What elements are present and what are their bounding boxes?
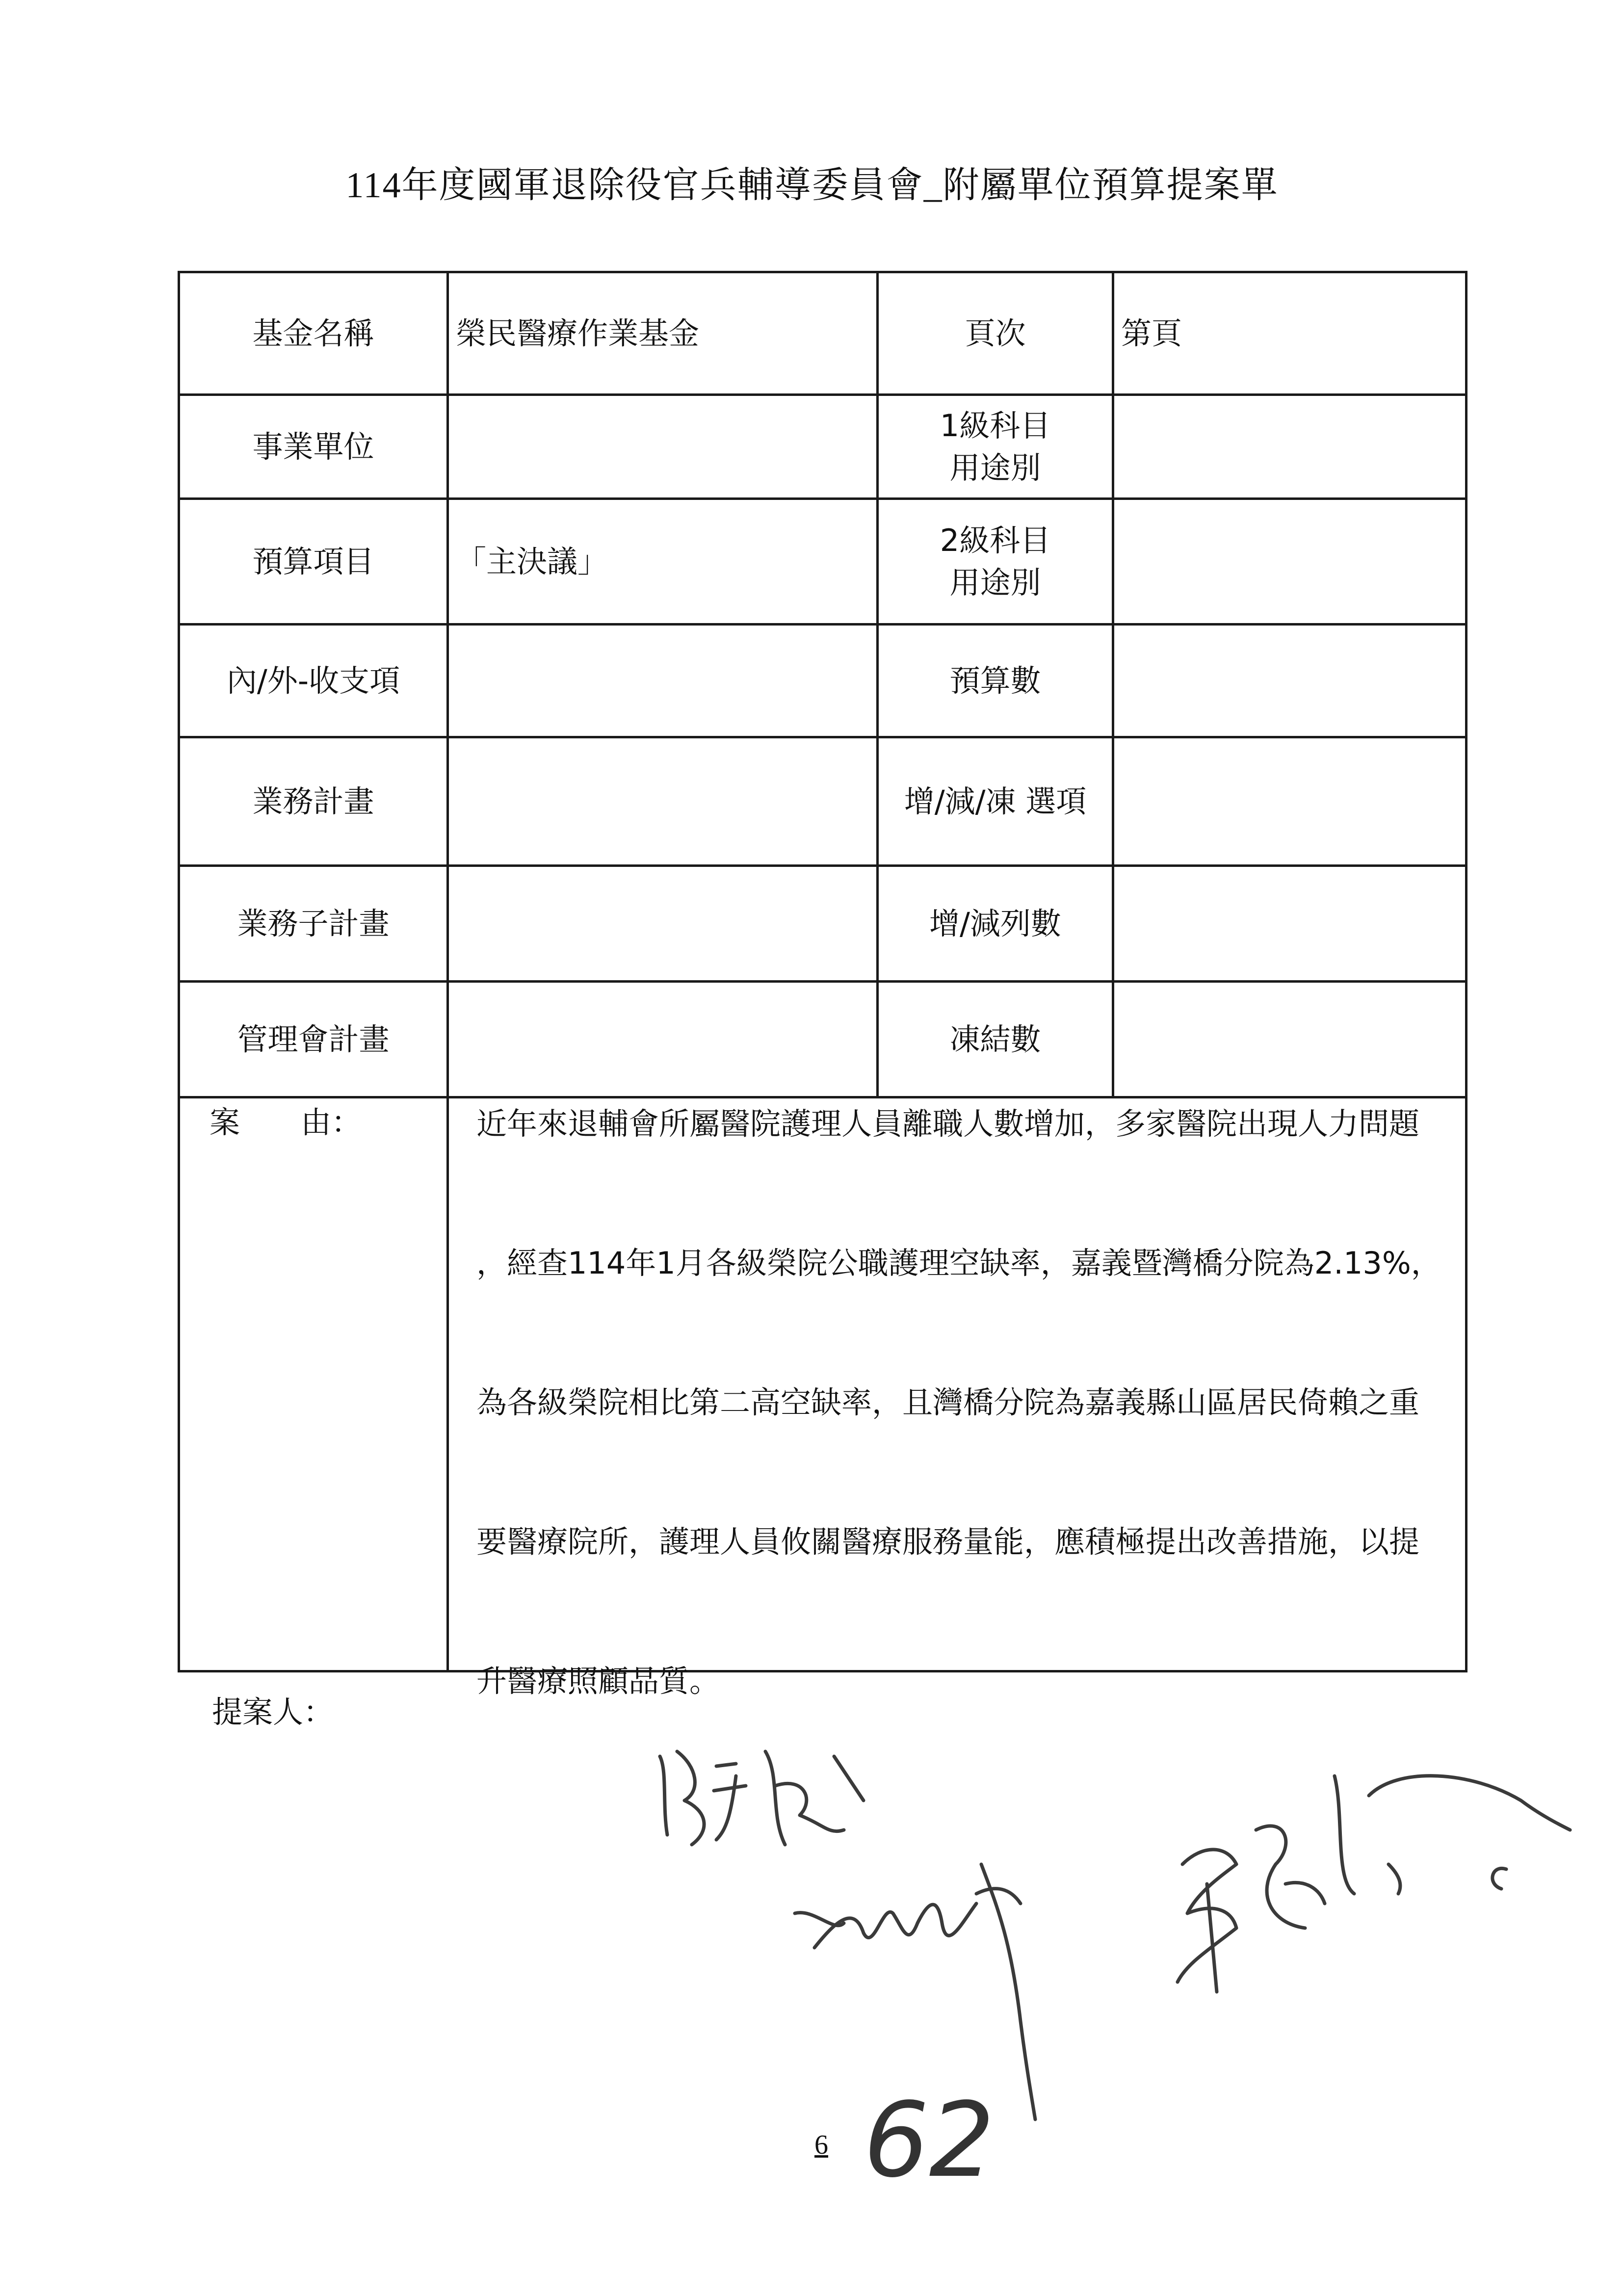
- page-number-label: 頁次: [878, 272, 1113, 395]
- sub-plan-value: [448, 866, 878, 982]
- signatures: [0, 1717, 1624, 2208]
- level2-subject-value: [1113, 499, 1467, 625]
- handwritten-page-number: 62: [864, 2080, 995, 2200]
- adjust-amount-value: [1113, 866, 1467, 982]
- reason-line: 升醫療照顧品質。: [476, 1663, 720, 1699]
- form-row-sub-plan: [179, 866, 1467, 982]
- fund-name-label: 基金名稱: [179, 272, 448, 395]
- level2-subject-label: [878, 499, 1113, 625]
- reason-label: 案 由：: [179, 1097, 448, 1671]
- reason-line: ，經查114年1月各級榮院公職護理空缺率，嘉義暨灣橋分院為2.13%，: [476, 1245, 1441, 1281]
- level1-subject-label: [878, 395, 1113, 499]
- page-number-value: 第頁: [1113, 272, 1467, 395]
- page-title: 114年度國軍退除役官兵輔導委員會_附屬單位預算提案單: [345, 165, 1279, 206]
- reason-line: 為各級榮院相比第二高空缺率，且灣橋分院為嘉義縣山區居民倚賴之重: [476, 1384, 1420, 1420]
- adjust-amount-label: 增/減列數: [878, 866, 1113, 982]
- proposal-form-table: [178, 271, 1467, 1699]
- adjust-option-value: [1113, 737, 1467, 866]
- form-row-business-plan: [179, 737, 1467, 866]
- page-number: 6: [814, 2130, 828, 2160]
- business-plan-label: 業務計畫: [179, 737, 448, 866]
- proposer-label: 提案人：: [212, 1694, 334, 1730]
- budget-item-label: 預算項目: [179, 499, 448, 625]
- reason-cell: [448, 1097, 1467, 1699]
- level2-subject-line2: 用途別: [949, 564, 1041, 600]
- income-expense-label: 內/外-收支項: [179, 625, 448, 737]
- budget-item-value: 「主決議」: [448, 499, 878, 625]
- frozen-amount-label: 凍結數: [878, 982, 1113, 1097]
- form-row-income-expense: [179, 625, 1467, 737]
- budget-amount-value: [1113, 625, 1467, 737]
- form-row-reason: [179, 1097, 1467, 1671]
- business-unit-value: [448, 395, 878, 499]
- level1-subject-value: [1113, 395, 1467, 499]
- signature-1: [660, 1751, 864, 1845]
- reason-line: 要醫療院所，護理人員攸關醫療服務量能，應積極提出改善措施，以提: [476, 1524, 1420, 1560]
- form-row-business-unit: [179, 395, 1467, 499]
- form-row-budget-item: [179, 499, 1467, 625]
- level2-subject-line1: 2級科目: [940, 522, 1051, 558]
- reason-line: 近年來退輔會所屬醫院護理人員離職人數增加，多家醫院出現人力問題: [476, 1106, 1420, 1142]
- sub-plan-label: 業務子計畫: [179, 866, 448, 982]
- income-expense-value: [448, 625, 878, 737]
- business-unit-label: 事業單位: [179, 395, 448, 499]
- level1-subject-line2: 用途別: [949, 449, 1041, 486]
- budget-amount-label: 預算數: [878, 625, 1113, 737]
- signature-3: [1178, 1776, 1570, 1992]
- business-plan-value: [448, 737, 878, 866]
- reason-text: [449, 1054, 1465, 1699]
- fund-name-value: 榮民醫療作業基金: [448, 272, 878, 395]
- management-plan-label: 管理會計畫: [179, 982, 448, 1097]
- adjust-option-label: 增/減/凍 選項: [878, 737, 1113, 866]
- level1-subject-line1: 1級科目: [940, 407, 1051, 444]
- form-row-fund-name: [179, 272, 1467, 395]
